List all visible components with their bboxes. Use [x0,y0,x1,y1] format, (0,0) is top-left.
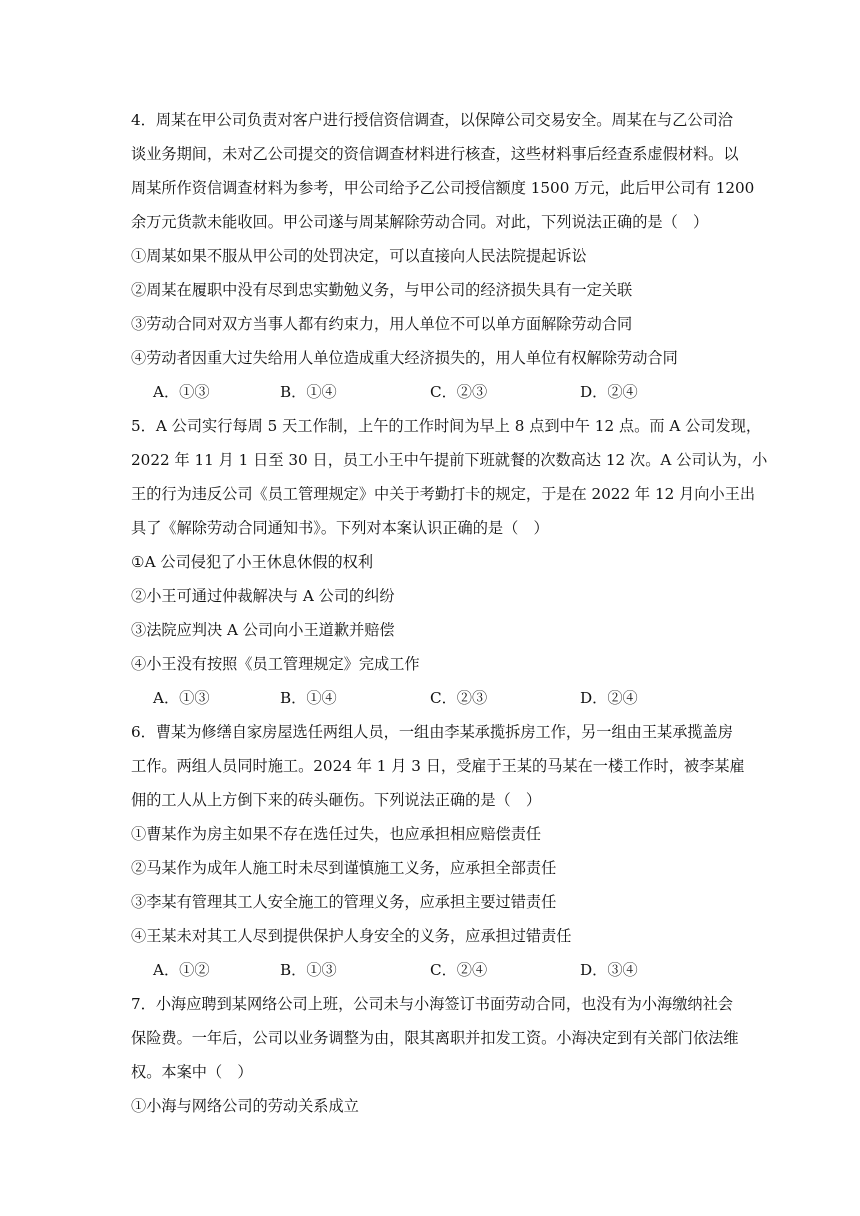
q4-stem-line-3: 周某所作资信调查材料为参考，甲公司给予乙公司授信额度 1500 万元，此后甲公司有 1200 [131,179,755,197]
q6-option-b: B．①③ [280,961,337,979]
q4-statement-4: ④劳动者因重大过失给用人单位造成重大经济损失的，用人单位有权解除劳动合同 [131,349,678,367]
q5-statement-2: ②小王可通过仲裁解决与 A 公司的纠纷 [131,587,395,605]
q5-statement-4: ④小王没有按照《员工管理规定》完成工作 [131,655,420,673]
q5-stem-line-2: 2022 年 11 月 1 日至 30 日，员工小王中午提前下班就餐的次数高达 12 次。A 公司认为，小 [131,451,768,469]
q5-option-d: D．②④ [580,689,638,707]
q6-statement-1: ①曹某作为房主如果不存在选任过失，也应承担相应赔偿责任 [131,825,542,843]
q4-statement-2: ②周某在履职中没有尽到忠实勤勉义务，与甲公司的经济损失具有一定关联 [131,281,633,299]
q4-option-d: D．②④ [580,383,638,401]
q5-statement-1: ①A 公司侵犯了小王休息休假的权利 [131,553,374,571]
q6-option-d: D．③④ [580,961,638,979]
q6-statement-2: ②马某作为成年人施工时未尽到谨慎施工义务，应承担全部责任 [131,859,557,877]
q4-option-c: C．②③ [430,383,488,401]
q4-statement-1: ①周某如果不服从甲公司的处罚决定，可以直接向人民法院提起诉讼 [131,247,587,265]
q5-option-a: A．①③ [153,689,210,707]
q5-option-c: C．②③ [430,689,488,707]
q6-option-a: A．①② [153,961,210,979]
q7-statement-1: ①小海与网络公司的劳动关系成立 [131,1097,359,1115]
q6-statement-3: ③李某有管理其工人安全施工的管理义务，应承担主要过错责任 [131,893,557,911]
q5-stem-line-4: 具了《解除劳动合同通知书》。下列对本案认识正确的是（ ） [131,519,549,537]
q6-stem-line-1: 6．曹某为修缮自家房屋选任两组人员，一组由李某承揽拆房工作，另一组由王某承揽盖房 [131,723,733,741]
q5-statement-3: ③法院应判决 A 公司向小王道歉并赔偿 [131,621,395,639]
q4-option-b: B．①④ [280,383,337,401]
q5-stem-line-1: 5．A 公司实行每周 5 天工作制，上午的工作时间为早上 8 点到中午 12 点。而 A 公司发现， [131,417,762,435]
q4-statement-3: ③劳动合同对双方当事人都有约束力，用人单位不可以单方面解除劳动合同 [131,315,633,333]
q6-option-c: C．②④ [430,961,488,979]
q4-stem-line-1: 4．周某在甲公司负责对客户进行授信资信调查，以保障公司交易安全。周某在与乙公司洽 [131,111,733,129]
q7-stem-line-1: 7．小海应聘到某网络公司上班，公司未与小海签订书面劳动合同，也没有为小海缴纳社会 [131,995,733,1013]
q7-stem-line-3: 权。本案中（ ） [131,1063,253,1081]
q4-stem-line-4: 余万元货款未能收回。甲公司遂与周某解除劳动合同。对此，下列说法正确的是（ ） [131,213,709,231]
q6-stem-line-3: 佣的工人从上方倒下来的砖头砸伤。下列说法正确的是（ ） [131,791,542,809]
q4-stem-line-2: 谈业务期间，未对乙公司提交的资信调查材料进行核查，这些材料事后经查系虚假材料。以 [131,145,739,163]
q5-stem-line-3: 王的行为违反公司《员工管理规定》中关于考勤打卡的规定，于是在 2022 年 12 月向小王出 [131,485,756,503]
q7-stem-line-2: 保险费。一年后，公司以业务调整为由，限其离职并扣发工资。小海决定到有关部门依法维 [131,1029,739,1047]
q5-option-b: B．①④ [280,689,337,707]
q4-option-a: A．①③ [153,383,210,401]
q6-statement-4: ④王某未对其工人尽到提供保护人身安全的义务，应承担过错责任 [131,927,572,945]
q6-stem-line-2: 工作。两组人员同时施工。2024 年 1 月 3 日，受雇于王某的马某在一楼工作时，被李某雇 [131,757,745,775]
